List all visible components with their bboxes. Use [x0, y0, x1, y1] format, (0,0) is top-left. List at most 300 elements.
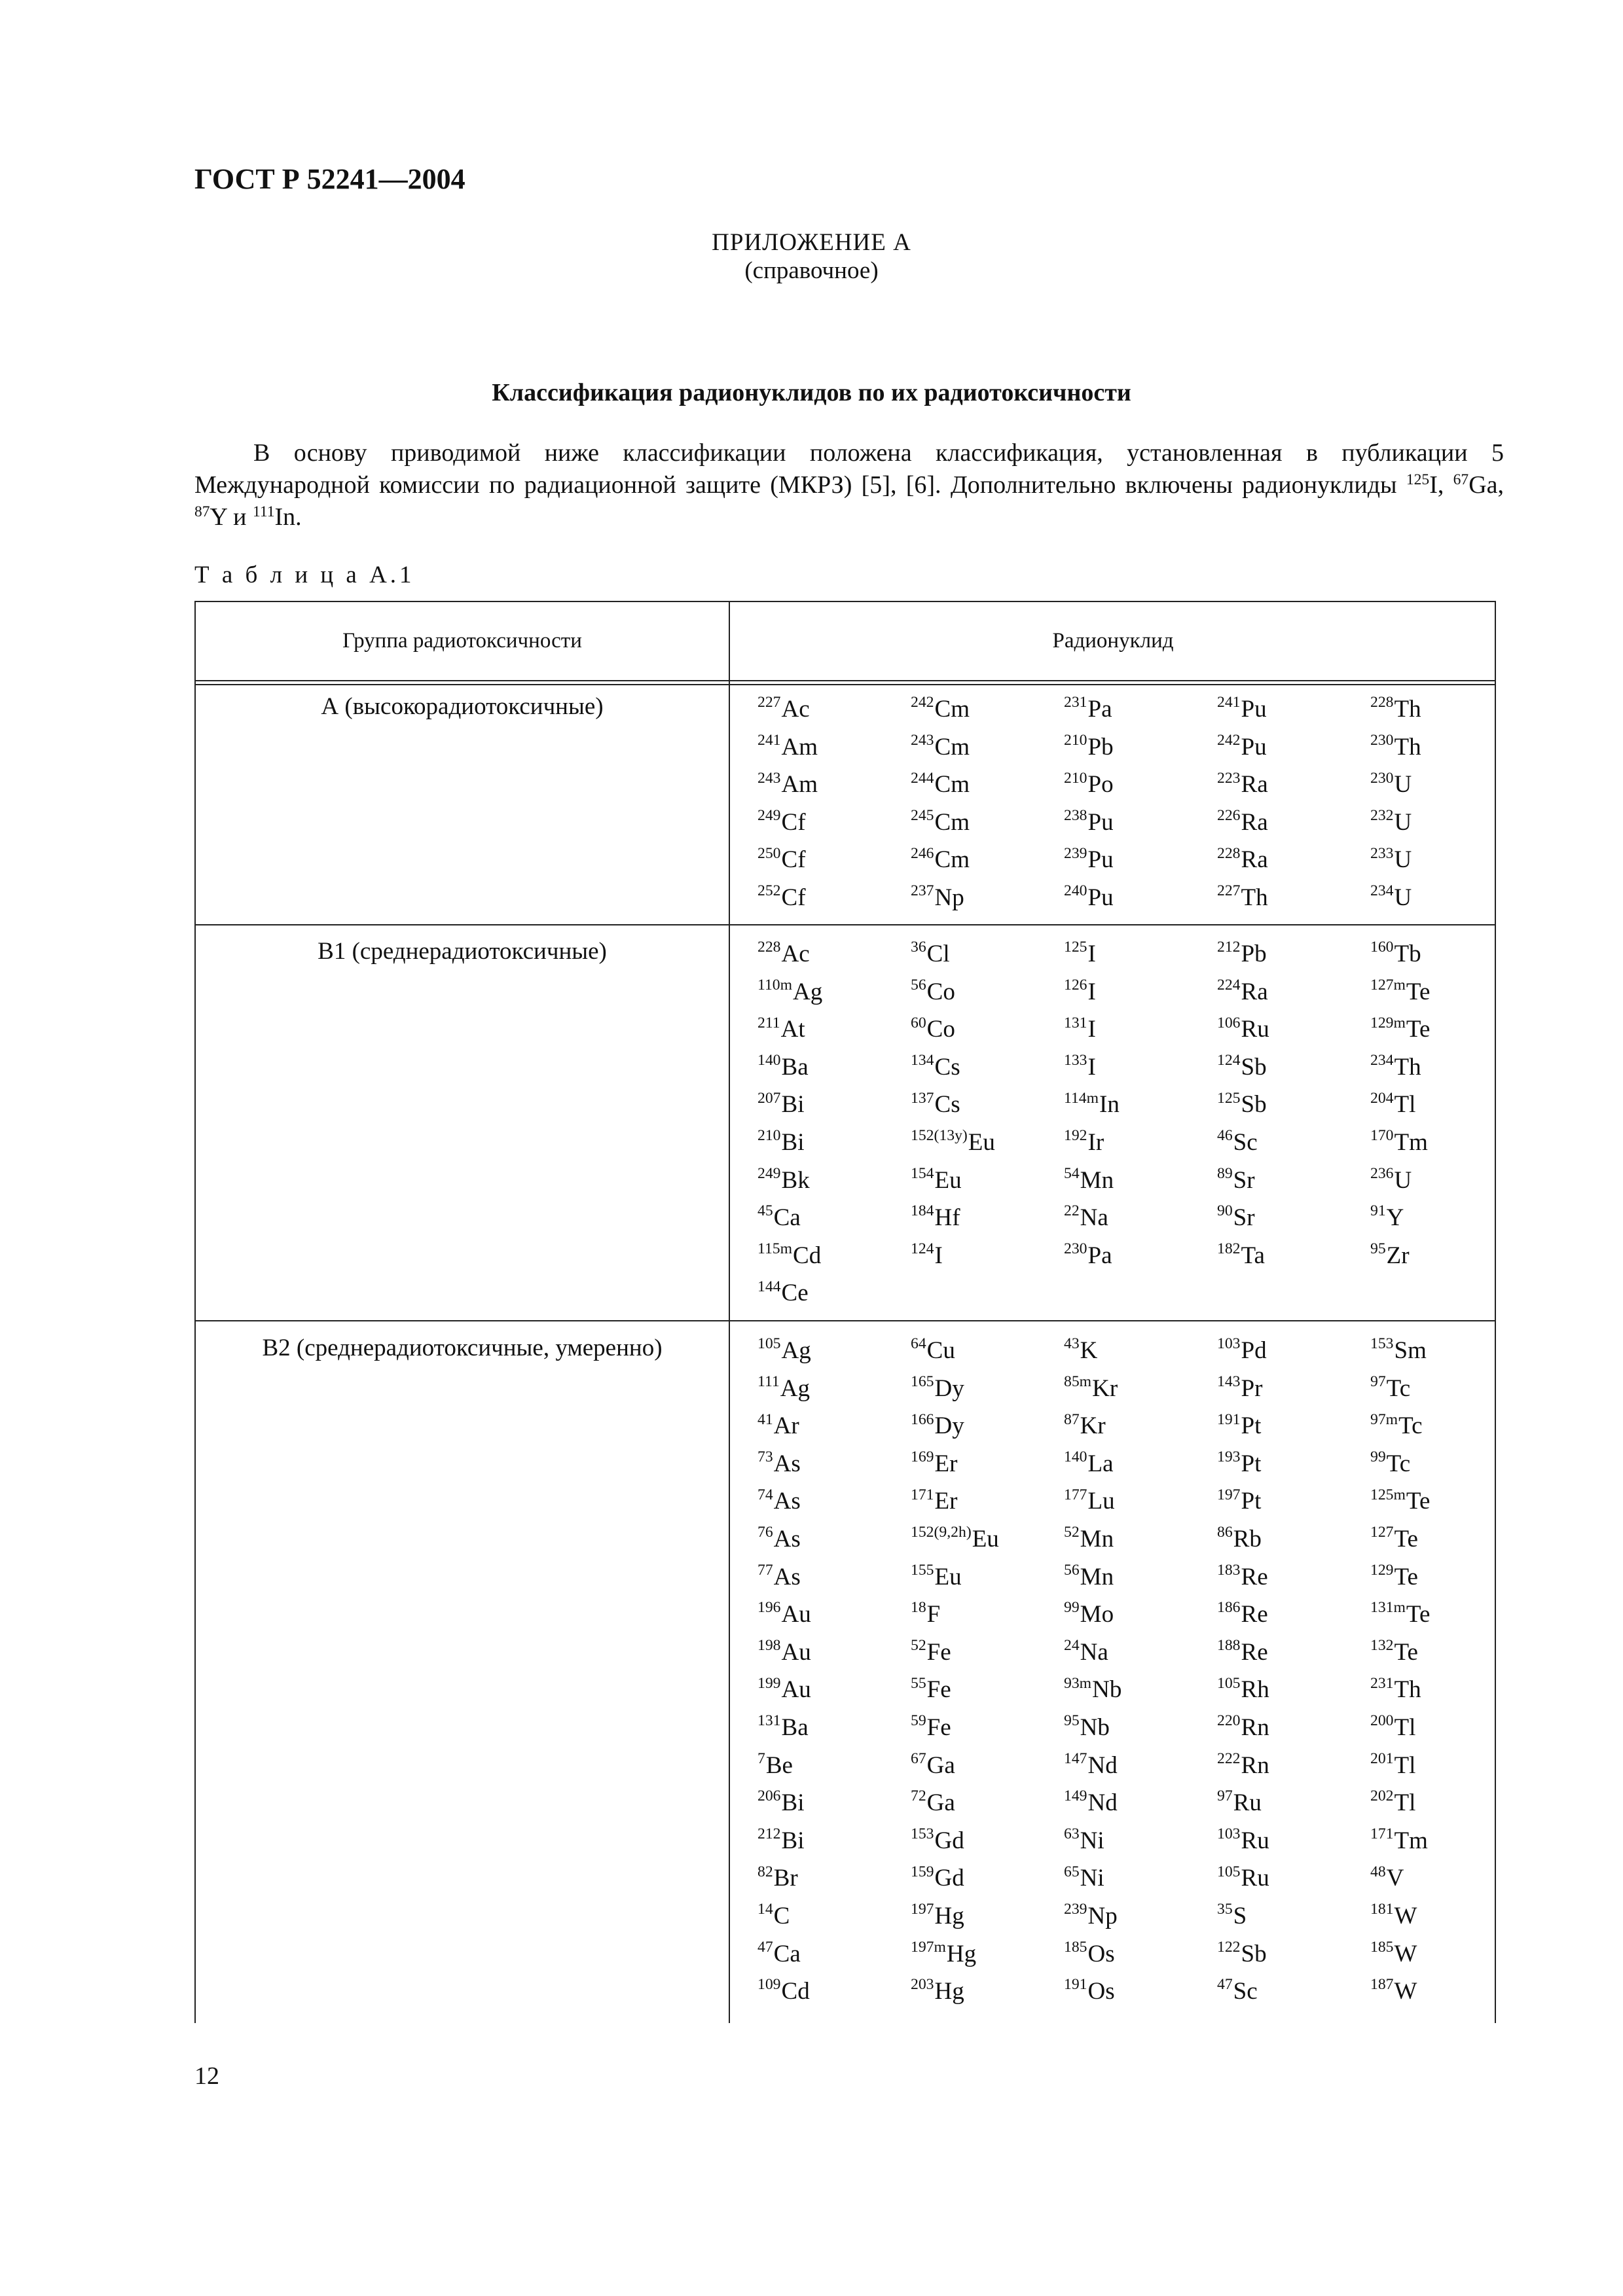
mass-number: 196 — [757, 1599, 781, 1617]
mass-number: 7 — [757, 1749, 765, 1767]
element-symbol: Pu — [1087, 808, 1114, 836]
element-symbol: Zr — [1386, 1242, 1410, 1269]
mass-number: 183 — [1217, 1561, 1241, 1579]
mass-number: 111 — [252, 503, 275, 521]
element-symbol: Ac — [781, 696, 810, 723]
mass-number: 160 — [1370, 939, 1394, 956]
nuclide-cell — [1217, 978, 1370, 1016]
mass-number: 125 — [1064, 939, 1087, 956]
mass-number: 143 — [1217, 1372, 1241, 1390]
element-symbol: Th — [1394, 733, 1421, 761]
element-symbol: Ba — [781, 1713, 809, 1741]
mass-number: 234 — [1370, 882, 1394, 900]
element-symbol: Rh — [1241, 1676, 1269, 1704]
nuclide-cell — [1064, 1374, 1217, 1412]
element-symbol: Er — [934, 1488, 958, 1515]
element-symbol: U — [1394, 884, 1412, 911]
nuclide-cell — [1370, 1827, 1523, 1865]
element-symbol: Cd — [781, 1978, 810, 2005]
element-symbol: K — [1080, 1337, 1098, 1364]
nuclide-cell — [1370, 1487, 1523, 1525]
mass-number: 155 — [911, 1561, 934, 1579]
nuclide-cell — [1064, 1563, 1217, 1601]
mass-number: 154 — [911, 1164, 934, 1182]
element-symbol: Sr — [1233, 1166, 1255, 1194]
nuclide-cell — [1217, 1412, 1370, 1450]
separator: . — [295, 503, 302, 531]
intro-paragraph — [194, 437, 1504, 533]
mass-number: 105 — [757, 1335, 781, 1353]
mass-number: 97 — [1370, 1372, 1386, 1390]
element-symbol: Ga — [926, 1789, 955, 1817]
appendix-title: ПРИЛОЖЕНИЕ А — [712, 229, 911, 256]
nuclide-cell — [757, 770, 911, 808]
mass-number: 124 — [911, 1240, 934, 1258]
element-symbol: Pu — [1087, 884, 1114, 911]
nuclide-cell — [1064, 1450, 1217, 1488]
nuclide-cell — [911, 1713, 1064, 1751]
element-symbol: Eu — [934, 1166, 962, 1194]
element-symbol: Rb — [1233, 1525, 1262, 1552]
appendix-heading — [0, 229, 1623, 285]
nuclide-cell — [1370, 1864, 1523, 1902]
nuclide-cell — [1217, 1940, 1370, 1978]
mass-number: 181 — [1370, 1901, 1394, 1918]
mass-number: 212 — [1217, 939, 1241, 956]
nuclide-cell — [911, 884, 1064, 922]
element-symbol: Cs — [934, 1091, 960, 1119]
mass-number: 103 — [1217, 1825, 1241, 1843]
mass-number: 170 — [1370, 1127, 1394, 1145]
nuclide-cell — [757, 1600, 911, 1638]
element-symbol: Ag — [781, 1337, 811, 1364]
mass-number: 191 — [1217, 1410, 1241, 1428]
mass-number: 246 — [911, 844, 934, 862]
mass-number: 211 — [757, 1014, 780, 1031]
mass-number: 184 — [911, 1202, 934, 1220]
nuclide-cell — [1217, 1563, 1370, 1601]
nuclide-cell — [1370, 1412, 1523, 1450]
element-symbol: Hf — [934, 1204, 960, 1232]
mass-number: 127 — [1370, 1524, 1394, 1541]
element-symbol: Mn — [1080, 1525, 1114, 1552]
mass-number: 226 — [1217, 807, 1241, 825]
element-symbol: U — [1394, 808, 1412, 836]
element-symbol: Th — [1394, 1676, 1421, 1704]
nuclide-cell — [757, 1090, 911, 1128]
element-symbol: Tc — [1386, 1450, 1411, 1477]
nuclide-cell — [1064, 695, 1217, 733]
element-symbol: Tl — [1394, 1789, 1416, 1817]
element-symbol: Tm — [1394, 1827, 1428, 1854]
mass-number: 74 — [757, 1486, 773, 1503]
mass-number: 56 — [1064, 1561, 1080, 1579]
mass-number: 237 — [911, 882, 934, 900]
nuclide-cell — [1217, 1977, 1370, 2015]
table-caption: Т а б л и ц а А.1 — [194, 562, 415, 588]
nuclide-cell — [1217, 808, 1370, 846]
mass-number: 90 — [1217, 1202, 1233, 1220]
nuclide-cell — [757, 1242, 911, 1280]
document-code: ГОСТ Р 52241—2004 — [194, 163, 465, 195]
mass-number: 197 — [911, 1901, 934, 1918]
nuclide-cell — [1370, 1374, 1523, 1412]
nuclide-cell — [1064, 1751, 1217, 1789]
nuclide-cell — [757, 1204, 911, 1242]
nuclide-cell — [1064, 733, 1217, 771]
mass-number: 125 — [1406, 471, 1430, 489]
element-symbol: In — [274, 503, 296, 531]
element-symbol: Cs — [934, 1053, 960, 1081]
element-symbol: Tm — [1394, 1128, 1428, 1156]
nuclide-cell — [1370, 695, 1523, 733]
mass-number: 43 — [1064, 1335, 1080, 1353]
mass-number: 252 — [757, 882, 781, 900]
nuclide-cell — [1217, 1166, 1370, 1204]
mass-number: 103 — [1217, 1335, 1241, 1353]
nuclide-cell — [1370, 1713, 1523, 1751]
mass-number: 22 — [1064, 1202, 1080, 1220]
mass-number: 46 — [1217, 1127, 1233, 1145]
element-symbol: Th — [1241, 884, 1268, 911]
element-symbol: Tc — [1398, 1412, 1423, 1440]
mass-number: 241 — [757, 731, 781, 749]
nuclide-cell — [911, 940, 1064, 978]
nuclide-cell — [1064, 884, 1217, 922]
nuclide-cell — [757, 1525, 911, 1563]
element-symbol: Nd — [1087, 1789, 1118, 1817]
nuclide-cell — [911, 1600, 1064, 1638]
nuclide-cell — [757, 940, 911, 978]
element-symbol: U — [1394, 771, 1412, 798]
nuclide-cell — [1370, 1638, 1523, 1676]
element-symbol: Na — [1080, 1204, 1108, 1232]
element-symbol: Pb — [1241, 941, 1267, 967]
mass-number: 177 — [1064, 1486, 1087, 1503]
element-symbol: Y — [1386, 1204, 1404, 1232]
element-symbol: Cu — [926, 1337, 955, 1364]
element-symbol: I — [1087, 1016, 1096, 1043]
element-symbol: Rn — [1241, 1713, 1269, 1741]
element-symbol: Cm — [934, 846, 970, 874]
intro-nuclide — [1453, 471, 1504, 499]
mass-number: 93m — [1064, 1674, 1092, 1692]
nuclide-cell — [757, 1789, 911, 1827]
element-symbol: Ru — [1233, 1789, 1262, 1817]
mass-number: 52 — [1064, 1524, 1080, 1541]
nuclide-cell — [1370, 978, 1523, 1016]
column-header-group: Группа радиотоксичности — [342, 629, 582, 653]
mass-number: 171 — [1370, 1825, 1394, 1843]
mass-number: 140 — [1064, 1448, 1087, 1466]
mass-number: 153 — [1370, 1335, 1394, 1353]
mass-number: 201 — [1370, 1749, 1394, 1767]
nuclide-cell — [1064, 1638, 1217, 1676]
mass-number: 228 — [1370, 694, 1394, 711]
element-symbol: Hg — [934, 1978, 964, 2005]
mass-number: 63 — [1064, 1825, 1080, 1843]
mass-number: 82 — [757, 1863, 773, 1880]
nuclide-cell — [757, 1166, 911, 1204]
mass-number: 85m — [1064, 1372, 1092, 1390]
nuclide-cell — [911, 1902, 1064, 1940]
element-symbol: Ru — [1241, 1016, 1269, 1043]
element-symbol: Br — [773, 1865, 798, 1892]
element-symbol: Ru — [1241, 1827, 1269, 1854]
mass-number: 152(13y) — [911, 1127, 968, 1145]
nuclide-cell — [757, 1279, 911, 1317]
nuclide-cell — [1064, 1864, 1217, 1902]
element-symbol: U — [1394, 1166, 1412, 1194]
element-symbol: Pr — [1241, 1374, 1263, 1402]
mass-number: 126 — [1064, 976, 1087, 994]
nuclide-cell — [911, 1676, 1064, 1713]
column-header-radionuclide: Радионуклид — [1052, 629, 1174, 653]
nuclide-cell — [1217, 1827, 1370, 1865]
mass-number: 129 — [1370, 1561, 1394, 1579]
nuclide-cell — [911, 1015, 1064, 1053]
element-symbol: Fe — [926, 1676, 951, 1704]
element-symbol: I — [1087, 941, 1096, 967]
element-symbol: Kr — [1080, 1412, 1106, 1440]
nuclide-cell — [757, 1487, 911, 1525]
mass-number: 239 — [1064, 1901, 1087, 1918]
nuclide-cell — [757, 1751, 911, 1789]
mass-number: 249 — [757, 807, 781, 825]
intro-nuclide — [253, 503, 302, 531]
element-symbol: Te — [1406, 1601, 1431, 1628]
nuclide-cell — [1370, 770, 1523, 808]
nuclide-cell — [1064, 1676, 1217, 1713]
mass-number: 106 — [1217, 1014, 1241, 1031]
mass-number: 132 — [1370, 1637, 1394, 1655]
mass-number: 59 — [911, 1712, 926, 1730]
element-symbol: Rn — [1241, 1751, 1269, 1779]
mass-number: 89 — [1217, 1164, 1233, 1182]
element-symbol: Tl — [1394, 1751, 1416, 1779]
nuclide-cell — [1217, 940, 1370, 978]
element-symbol: Gd — [934, 1827, 964, 1854]
element-symbol: I — [1429, 471, 1438, 499]
mass-number: 200 — [1370, 1712, 1394, 1730]
nuclide-cell — [911, 1751, 1064, 1789]
mass-number: 250 — [757, 844, 781, 862]
mass-number: 165 — [911, 1372, 934, 1390]
element-symbol: Ga — [926, 1751, 955, 1779]
nuclide-cell — [911, 1789, 1064, 1827]
element-symbol: At — [780, 1016, 805, 1043]
element-symbol: Co — [926, 1016, 955, 1043]
element-symbol: Pa — [1087, 1242, 1112, 1269]
mass-number: 41 — [757, 1410, 773, 1428]
element-symbol: Nd — [1087, 1751, 1118, 1779]
mass-number: 87 — [1064, 1410, 1080, 1428]
mass-number: 207 — [757, 1089, 781, 1107]
group-name-b2: В2 (среднерадиотоксичные, умеренно) — [262, 1335, 663, 1361]
mass-number: 105 — [1217, 1863, 1241, 1880]
nuclide-cell — [1370, 1166, 1523, 1204]
mass-number: 105 — [1217, 1674, 1241, 1692]
mass-number: 125 — [1217, 1089, 1241, 1107]
element-symbol: Eu — [972, 1525, 999, 1552]
element-symbol: Ra — [1241, 771, 1268, 798]
nuclide-cell — [911, 808, 1064, 846]
mass-number: 87 — [194, 503, 210, 521]
mass-number: 206 — [757, 1787, 781, 1805]
nuclide-grid-b1 — [757, 940, 1523, 1317]
nuclide-cell — [757, 1676, 911, 1713]
element-symbol: S — [1233, 1902, 1247, 1929]
element-symbol: Bi — [781, 1789, 805, 1817]
nuclide-cell — [1370, 1676, 1523, 1713]
mass-number: 228 — [1217, 844, 1241, 862]
element-symbol: Ac — [781, 941, 810, 967]
mass-number: 222 — [1217, 1749, 1241, 1767]
element-symbol: Sb — [1241, 1091, 1267, 1119]
nuclide-cell — [1064, 1713, 1217, 1751]
nuclide-cell — [911, 846, 1064, 884]
nuclide-cell — [1370, 1128, 1523, 1166]
nuclide-cell — [1064, 1487, 1217, 1525]
separator: , — [1497, 471, 1504, 499]
element-symbol: Ra — [1241, 846, 1268, 874]
mass-number: 227 — [1217, 882, 1241, 900]
nuclide-cell — [757, 846, 911, 884]
nuclide-cell — [1064, 1128, 1217, 1166]
mass-number: 127m — [1370, 976, 1406, 994]
element-symbol: Te — [1394, 1525, 1418, 1552]
nuclide-cell — [1217, 1204, 1370, 1242]
element-symbol: Dy — [934, 1374, 964, 1402]
nuclide-cell — [1217, 1676, 1370, 1713]
element-symbol: Re — [1241, 1601, 1268, 1628]
mass-number: 249 — [757, 1164, 781, 1182]
mass-number: 228 — [757, 939, 781, 956]
mass-number: 47 — [757, 1938, 773, 1956]
row-divider — [196, 924, 1495, 925]
element-symbol: As — [773, 1450, 801, 1477]
element-symbol: Lu — [1087, 1488, 1115, 1515]
mass-number: 188 — [1217, 1637, 1241, 1655]
nuclide-cell — [1217, 695, 1370, 733]
mass-number: 124 — [1217, 1052, 1241, 1069]
element-symbol: Ar — [773, 1412, 799, 1440]
intro-nuclide — [194, 503, 253, 531]
nuclide-cell — [1064, 1940, 1217, 1978]
mass-number: 73 — [757, 1448, 773, 1466]
element-symbol: Kr — [1092, 1374, 1118, 1402]
nuclide-cell — [1217, 1487, 1370, 1525]
mass-number: 67 — [911, 1749, 926, 1767]
mass-number: 137 — [911, 1089, 934, 1107]
mass-number: 199 — [757, 1674, 781, 1692]
element-symbol: In — [1099, 1091, 1120, 1119]
element-symbol: Cm — [934, 771, 970, 798]
nuclide-cell — [757, 1412, 911, 1450]
mass-number: 48 — [1370, 1863, 1386, 1880]
mass-number: 111 — [757, 1372, 780, 1390]
mass-number: 67 — [1453, 471, 1469, 489]
element-symbol: Gd — [934, 1865, 964, 1892]
nuclide-cell — [1064, 1090, 1217, 1128]
mass-number: 52 — [911, 1637, 926, 1655]
nuclide-cell — [1370, 1977, 1523, 2015]
nuclide-cell — [911, 770, 1064, 808]
mass-number: 242 — [1217, 731, 1241, 749]
element-symbol: Au — [781, 1638, 811, 1666]
mass-number: 171 — [911, 1486, 934, 1503]
mass-number: 243 — [911, 731, 934, 749]
nuclide-cell — [757, 1902, 911, 1940]
element-symbol: Am — [781, 733, 818, 761]
nuclide-cell — [911, 1053, 1064, 1091]
nuclide-cell — [1370, 940, 1523, 978]
header-divider-double — [196, 684, 1495, 685]
element-symbol: Re — [1241, 1563, 1268, 1590]
element-symbol: Co — [926, 978, 955, 1005]
nuclide-cell — [911, 1940, 1064, 1978]
nuclide-cell — [1064, 770, 1217, 808]
nuclide-cell — [1370, 1242, 1523, 1280]
element-symbol: Cf — [781, 884, 806, 911]
mass-number: 192 — [1064, 1127, 1087, 1145]
nuclide-cell — [1370, 1940, 1523, 1978]
mass-number: 202 — [1370, 1787, 1394, 1805]
mass-number: 86 — [1217, 1524, 1233, 1541]
element-symbol: I — [1087, 1053, 1096, 1081]
nuclide-cell — [1064, 1600, 1217, 1638]
mass-number: 241 — [1217, 694, 1241, 711]
mass-number: 224 — [1217, 976, 1241, 994]
nuclide-cell — [1370, 884, 1523, 922]
element-symbol: I — [1087, 978, 1096, 1005]
mass-number: 187 — [1370, 1976, 1394, 1994]
nuclide-cell — [1064, 808, 1217, 846]
row-divider — [196, 1320, 1495, 1321]
element-symbol: Mn — [1080, 1563, 1114, 1590]
nuclide-cell — [757, 1638, 911, 1676]
nuclide-cell — [911, 1977, 1064, 2015]
nuclide-cell — [1217, 1713, 1370, 1751]
element-symbol: Pu — [1241, 733, 1267, 761]
mass-number: 185 — [1370, 1938, 1394, 1956]
mass-number: 197m — [911, 1938, 946, 1956]
nuclide-cell — [1217, 846, 1370, 884]
mass-number: 193 — [1217, 1448, 1241, 1466]
header-divider — [196, 680, 1495, 681]
element-symbol: C — [773, 1902, 790, 1929]
mass-number: 227 — [757, 694, 781, 711]
appendix-subtitle: (справочное) — [744, 257, 879, 284]
nuclide-cell — [757, 1015, 911, 1053]
nuclide-cell — [757, 808, 911, 846]
nuclide-cell — [757, 1336, 911, 1374]
mass-number: 65 — [1064, 1863, 1080, 1880]
mass-number: 115m — [757, 1240, 793, 1258]
element-symbol: Dy — [934, 1412, 964, 1440]
nuclide-cell — [1217, 1525, 1370, 1563]
nuclide-cell — [911, 1638, 1064, 1676]
element-symbol: Pd — [1241, 1337, 1267, 1364]
nuclide-cell — [1370, 1525, 1523, 1563]
mass-number: 114m — [1064, 1089, 1099, 1107]
nuclide-cell — [1217, 1638, 1370, 1676]
element-symbol: Ir — [1087, 1128, 1104, 1156]
element-symbol: U — [1394, 846, 1412, 874]
mass-number: 76 — [757, 1524, 773, 1541]
element-symbol: Pt — [1241, 1488, 1262, 1515]
mass-number: 182 — [1217, 1240, 1241, 1258]
